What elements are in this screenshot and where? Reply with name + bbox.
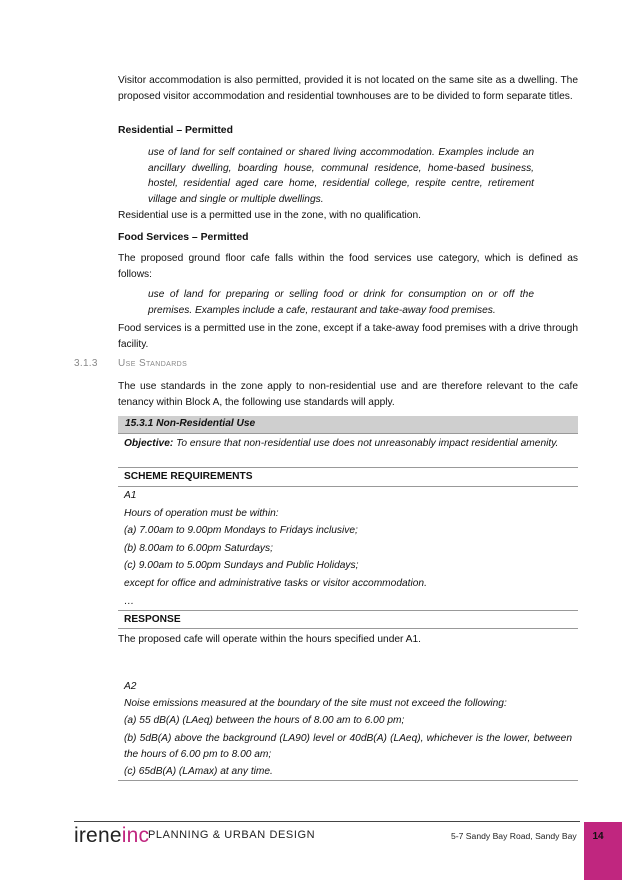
a2-label: A2 <box>124 681 137 692</box>
a2-line: (b) 5dB(A) above the background (LA90) level or 40dB(A) (LAeq), whichever is the lower, between the hours of 6.00 pm to 8.00 am; <box>124 733 572 760</box>
a1-line: (c) 9.00am to 5.00pm Sundays and Public Holidays; <box>124 560 359 571</box>
a1-label: A1 <box>124 490 137 501</box>
page-number: 14 <box>592 831 604 842</box>
food-services-paragraph: The proposed ground floor cafe falls within the food services use category, which is defined as follows: <box>118 253 578 280</box>
residential-paragraph: Residential use is a permitted use in the zone, with no qualification. <box>118 210 421 221</box>
brand-accent: inc <box>121 824 150 847</box>
table-divider <box>118 467 578 468</box>
section-paragraph: The use standards in the zone apply to non-residential use and are therefore relevant to the cafe tenancy within Block A, the following use standards will apply. <box>118 381 578 408</box>
section-number: 3.1.3 <box>74 358 98 369</box>
brand-logo <box>74 824 149 848</box>
intro-paragraph: Visitor accommodation is also permitted, provided it is not located on the same site as a dwelling. The proposed visitor accommodation and residential townhouses are to be divided to form separate titles. <box>118 75 578 102</box>
standard-table-header <box>118 416 578 434</box>
a1-line: (a) 7.00am to 9.00pm Mondays to Fridays inclusive; <box>124 525 358 536</box>
section-title: Use Standards <box>118 358 188 369</box>
footer-rule <box>74 821 580 822</box>
food-services-definition-quote: use of land for preparing or selling food or drink for consumption on or off the premises. Examples include a cafe, restaurant and take-away food premises. <box>148 289 534 316</box>
a1-line: except for office and administrative tasks or visitor accommodation. <box>124 578 427 589</box>
a1-line: … <box>124 596 135 607</box>
a1-line: (b) 8.00am to 6.00pm Saturdays; <box>124 543 273 554</box>
footer-address: 5-7 Sandy Bay Road, Sandy Bay <box>451 831 577 841</box>
table-divider <box>118 610 578 611</box>
objective-row <box>124 436 572 452</box>
scheme-requirements-label: SCHEME REQUIREMENTS <box>124 471 253 482</box>
residential-heading: Residential – Permitted <box>118 125 233 136</box>
food-services-conclusion: Food services is a permitted use in the zone, except if a take-away food premises with a drive through facility. <box>118 323 578 350</box>
a2-line: Noise emissions measured at the boundary of the site must not exceed the following: <box>124 698 507 709</box>
brand-name: irene <box>74 824 122 847</box>
table-divider <box>118 486 578 487</box>
standard-table-title: 15.3.1 Non-Residential Use <box>125 418 256 429</box>
food-services-heading: Food Services – Permitted <box>118 232 249 243</box>
a2-line: (a) 55 dB(A) (LAeq) between the hours of 8.00 am to 6.00 pm; <box>124 715 405 726</box>
a1-line: Hours of operation must be within: <box>124 508 279 519</box>
a2-line: (c) 65dB(A) (LAmax) at any time. <box>124 766 273 777</box>
brand-tagline: PLANNING & URBAN DESIGN <box>148 829 316 841</box>
objective-label: Objective: <box>124 438 174 449</box>
objective-text: To ensure that non-residential use does not unreasonably impact residential amenity. <box>176 438 559 449</box>
response-text: The proposed cafe will operate within the hours specified under A1. <box>118 634 421 645</box>
response-label: RESPONSE <box>124 614 181 625</box>
table-divider <box>118 628 578 629</box>
residential-definition-quote: use of land for self contained or shared living accommodation. Examples include an ancillary dwelling, boarding house, communal residence, home-based business, hostel, residential aged care home, residential college, respite centre, retirement village and single or multiple dwellings. <box>148 147 534 205</box>
page-number-tab <box>584 822 622 880</box>
table-divider <box>118 780 578 781</box>
